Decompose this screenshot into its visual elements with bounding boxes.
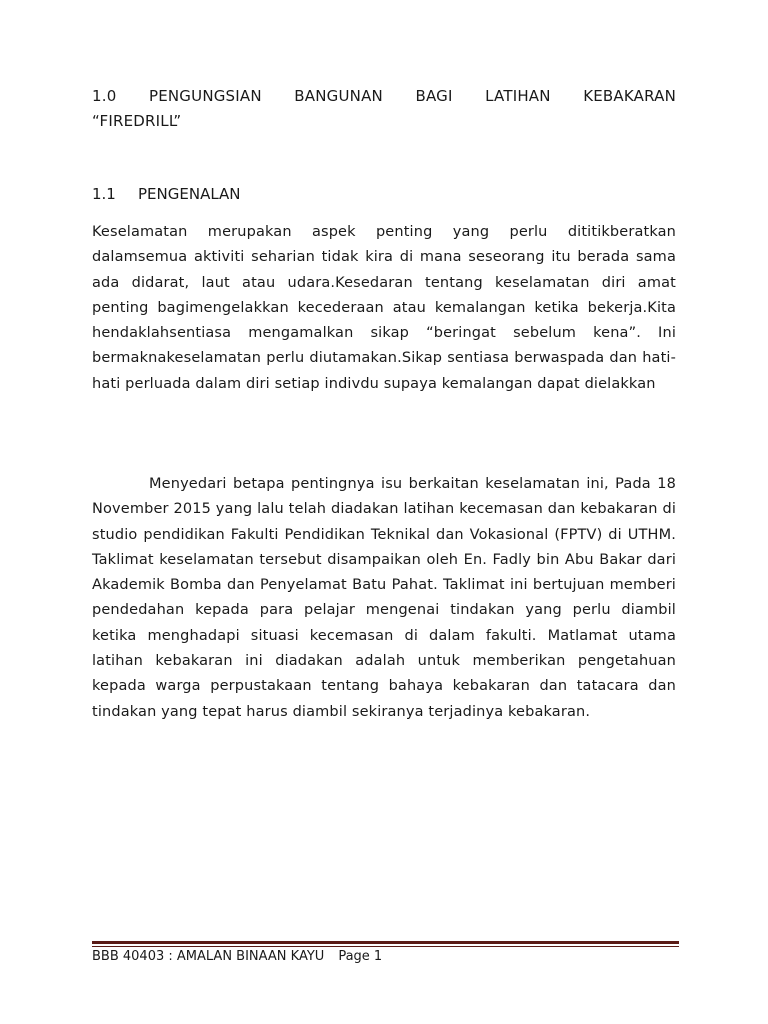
footer-divider-thick — [92, 941, 679, 944]
page-footer — [92, 948, 382, 966]
section-heading — [92, 182, 241, 207]
footer-divider — [92, 941, 679, 947]
paragraph-details: Menyedari betapa pentingnya isu berkaitan keselamatan ini, Pada 18 November 2015 yang lalu telah diadakan latihan kecemasan dan kebakaran di studio pendidikan Fakulti Pendidikan Teknikal dan Vokasional (FPTV) di UTHM. Taklimat keselamatan tersebut disampaikan oleh En. Fadly bin Abu Bakar dari Akademik Bomba dan Penyelamat Batu Pahat. Taklimat ini bertujuan memberi pendedahan kepada para pelajar mengenai tindakan yang perlu diambil ketika menghadapi situasi kecemasan di dalam fakulti. Matlamat utama latihan kebakaran ini diadakan adalah untuk memberikan pengetahuan kepada warga perpustakaan tentang bahaya kebakaran dan tatacara dan tindakan yang tepat harus diambil sekiranya terjadinya kebakaran. — [92, 476, 676, 720]
paragraph-intro: Keselamatan merupakan aspek penting yang perlu dititikberatkan dalamsemua aktiviti seharian tidak kira di mana seseorang itu berada sama ada didarat, laut atau udara.Kesedaran tentang keselamatan diri amat penting bagimengelakkan kecederaan atau kemalangan ketika bekerja.Kita hendaklahsentiasa mengamalkan sikap “beringat sebelum kena”. Ini bermaknakeselamatan perlu diutamakan.Sikap sentiasa berwaspada dan hati-hati perluada dalam diri setiap indivdu supaya kemalangan dapat dielakkan — [92, 224, 676, 392]
footer-page-number: Page 1 — [338, 949, 383, 964]
footer-divider-thin — [92, 946, 679, 947]
main-heading-line2: “FIREDRILL” — [92, 112, 182, 130]
section-number: 1.1 — [92, 185, 116, 203]
footer-course: BBB 40403 : AMALAN BINAAN KAYU — [92, 949, 325, 964]
section-title: PENGENALAN — [138, 185, 241, 203]
main-heading-line1: 1.0 PENGUNGSIAN BANGUNAN BAGI LATIHAN KEBAKARAN — [92, 87, 676, 105]
